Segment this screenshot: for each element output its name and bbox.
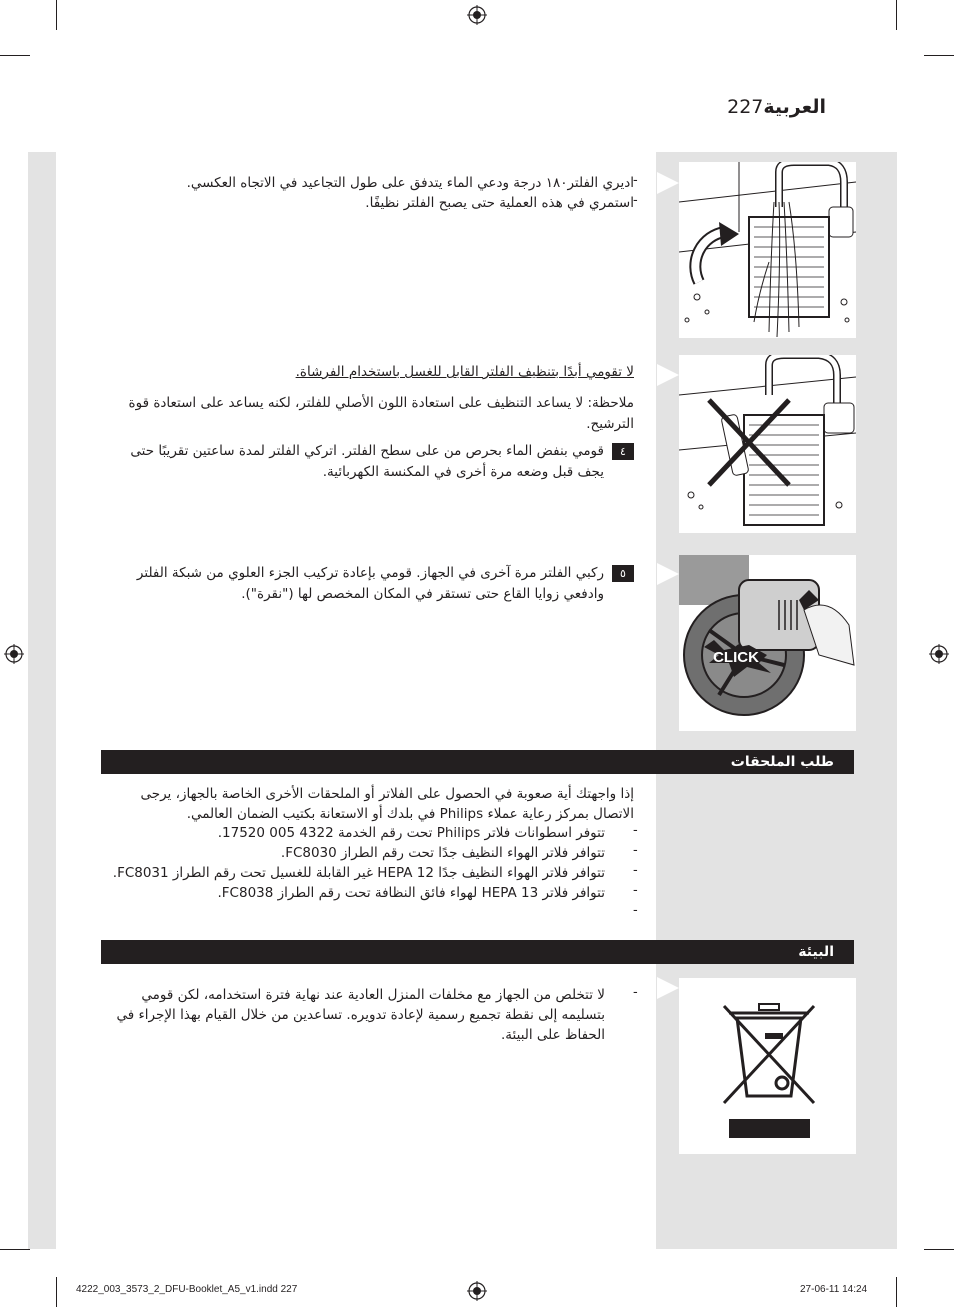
callout-pointer	[657, 172, 679, 194]
accessory-item-text: تتوافر فلاتر الهواء النظيف جدًا تحت رقم الطراز FC8030.	[280, 845, 605, 861]
accessory-item	[45, 843, 605, 863]
environment-paragraph	[85, 985, 605, 1045]
bullet-dash: -	[633, 173, 638, 188]
note-line: ملاحظة: لا يساعد التنظيف على استعادة اللون الأصلي للفلتر، لكنه يساعد على استعادة قوة	[128, 395, 634, 411]
step-4-text	[94, 441, 604, 483]
bullet-dash: -	[633, 843, 638, 858]
note-paragraph	[94, 393, 634, 435]
intro-line: الاتصال بمركز رعاية عملاء Philips في بلدك أو الاستعانة بكتيب الضمان العالمي.	[186, 806, 634, 822]
step-line: وادفعي زوايا القاع حتى تستقر في المكان المخصص لها ("نقرة").	[241, 586, 604, 602]
crop-mark	[896, 0, 897, 30]
env-line: بتسليمه إلى نقطة تجميع رسمية لإعادة تدويره. تساعدين من خلال القيام بهذا الإجراء في	[116, 1007, 605, 1023]
accessory-item	[45, 883, 605, 903]
accessory-item	[45, 863, 605, 883]
crossed-bin-icon	[679, 978, 856, 1154]
click-label: CLICK	[713, 649, 759, 666]
step-line: قومي بنفض الماء بحرص من على سطح الفلتر. اتركي الفلتر لمدة ساعتين تقريبًا حتى	[130, 443, 604, 459]
registration-mark-icon	[4, 644, 24, 664]
step-number-badge: ٤	[612, 443, 634, 460]
step-line: يجف قبل وضعه مرة أخرى في المكنسة الكهربائية.	[322, 464, 604, 480]
left-margin-band	[28, 152, 56, 1249]
note-line: الترشيح.	[586, 416, 634, 432]
recycle-illustration	[679, 978, 856, 1154]
bullet-dash: -	[633, 193, 638, 208]
bullet-text: اديري الفلتر١٨٠ درجة ودعي الماء يتدفق على طول التجاعيد في الاتجاه العكسي.	[186, 175, 634, 191]
bullet-dash: -	[633, 823, 638, 838]
rinse-filter-illustration	[679, 162, 856, 338]
crop-mark	[56, 0, 57, 30]
crop-mark	[924, 1249, 954, 1250]
step-5-text	[94, 563, 604, 605]
bullet-dash: -	[633, 863, 638, 878]
no-brush-illustration	[679, 355, 856, 533]
callout-pointer	[657, 364, 679, 386]
crop-mark	[0, 1249, 30, 1250]
accessory-item-text: تتوافر فلاتر HEPA 13 لهواء فائق النظافة تحت رقم الطراز FC8038.	[217, 885, 605, 901]
bullet-dash: -	[633, 985, 638, 1000]
rinse-bullet	[114, 193, 634, 213]
callout-pointer	[657, 563, 679, 585]
intro-line: إذا واجهتك أية صعوبة في الحصول على الفلاتر أو الملحقات الأخرى الخاصة بالجهاز، يرجى	[140, 786, 634, 802]
section-header-accessories: طلب الملحقات	[101, 750, 854, 774]
rinse-filter-icon	[679, 162, 856, 338]
crop-mark	[0, 55, 30, 56]
env-line: لا تتخلص من الجهاز مع مخلفات المنزل العادية عند نهاية فترة استخدامه، لكن قومي	[141, 987, 605, 1003]
language-title: العربية	[763, 96, 826, 118]
accessory-item-text: تتوافر فلاتر الهواء النظيف جدًا HEPA 12 غير القابلة للغسيل تحت رقم الطراز FC8031.	[112, 865, 605, 881]
bullet-dash: -	[633, 883, 638, 898]
section-header-environment: البيئة	[101, 940, 854, 964]
crop-mark	[56, 1277, 57, 1307]
bullet-text: استمري في هذه العملية حتى يصبح الفلتر نظيفًا.	[365, 195, 634, 211]
crop-mark	[896, 1277, 897, 1307]
accessory-item-text: تتوفر اسطوانات فلاتر Philips تحت رقم الخدمة 4322 005 17520.	[217, 825, 605, 841]
reinsert-filter-illustration	[679, 555, 856, 731]
callout-pointer	[657, 977, 679, 999]
registration-mark-icon	[467, 1281, 487, 1301]
page-number: 227	[727, 96, 764, 118]
vacuum-click-icon	[679, 555, 856, 731]
crop-mark	[924, 55, 954, 56]
bullet-dash: -	[633, 903, 638, 918]
warning-text: لا تقومي أبدًا بتنظيف الفلتر القابل للغسل باستخدام الفرشاة.	[295, 364, 634, 380]
footer-filename: 4222_003_3573_2_DFU-Booklet_A5_v1.indd 227	[76, 1284, 298, 1295]
registration-mark-icon	[929, 644, 949, 664]
env-line: الحفاظ على البيئة.	[501, 1027, 605, 1043]
step-number-badge: ٥	[612, 565, 634, 582]
registration-mark-icon	[467, 5, 487, 25]
accessories-intro	[94, 784, 634, 824]
page-header	[719, 96, 826, 118]
rinse-bullet	[114, 173, 634, 193]
brush-warning	[296, 362, 634, 382]
accessory-item	[45, 823, 605, 843]
footer-date: 27-06-11 14:24	[800, 1284, 868, 1295]
step-line: ركبي الفلتر مرة آخرى في الجهاز. قومي بإعادة تركيب الجزء العلوي من شبكة الفلتر	[136, 565, 604, 581]
no-brush-icon	[679, 355, 856, 533]
